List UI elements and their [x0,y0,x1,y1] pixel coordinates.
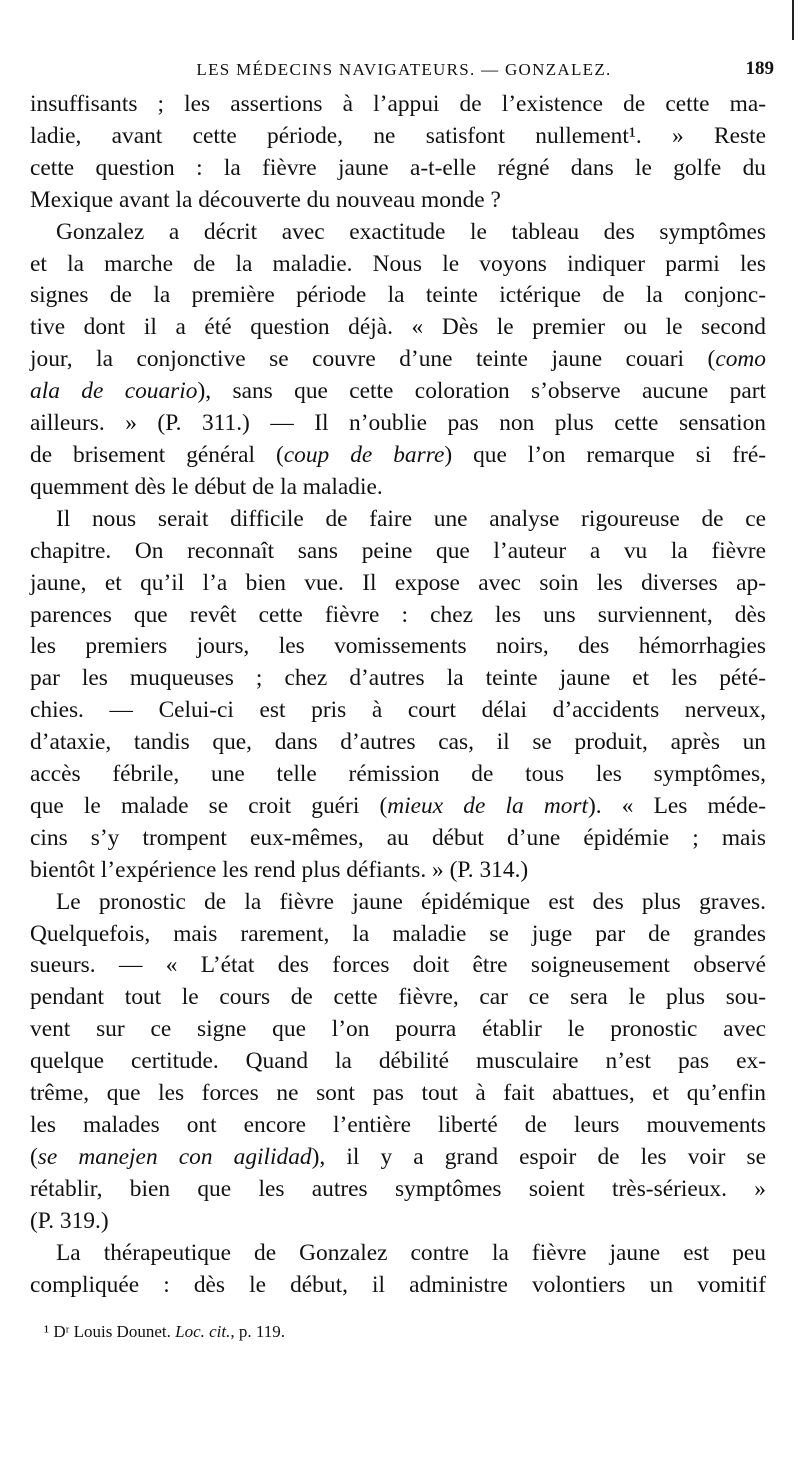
text-line: bientôt l’expérience les rend plus défiants. » (P. 314.) [30,856,529,883]
text-line: trême, que les forces ne sont pas tout à fait abattues, et qu’enfin [30,1080,766,1107]
text-line: accès fébrile, une telle rémission de tous les symptômes, [30,761,766,788]
text-line: parences que revêt cette fièvre : chez les uns surviennent, dès [30,601,766,628]
text-line: ladie, avant cette période, ne satisfont nullement¹. » Reste [30,122,766,149]
text-line: jour, la conjonctive se couvre d’une teinte jaune couari (como [30,346,766,373]
text-line: quemment dès le début de la maladie. [30,473,383,500]
text-line: pendant tout le cours de cette fièvre, car ce sera le plus sou- [30,984,766,1011]
page-number: 189 [745,58,774,79]
text-line: (se manejen con agilidad), il y a grand espoir de les voir se [30,1143,767,1170]
text-line: quelque certitude. Quand la débilité musculaire n’est pas ex- [30,1048,766,1075]
body-text [30,89,766,1301]
page-header [30,58,778,86]
text-line: cins s’y trompent eux-mêmes, au début d’une épidémie ; mais [30,824,766,851]
text-line: Le pronostic de la fièvre jaune épidémique est des plus graves. [56,888,766,915]
text-line: et la marche de la maladie. Nous le voyons indiquer parmi les [30,250,766,277]
text-line: (P. 319.) [30,1207,109,1234]
text-line: de brisement général (coup de barre) que l’on remarque si fré- [30,441,766,468]
text-line: chies. — Celui-ci est pris à court délai d’accidents nerveux, [30,697,766,724]
text-line: que le malade se croit guéri (mieux de la mort). « Les méde- [30,792,766,819]
footnote-marker: ¹ [44,1322,50,1341]
text-line: signes de la première période la teinte ictérique de la conjonc- [30,282,766,309]
text-line: Mexique avant la découverte du nouveau monde ? [30,186,501,213]
text-line: compliquée : dès le début, il administre volontiers un vomitif [30,1271,766,1298]
text-line: chapitre. On reconnaît sans peine que l’auteur a vu la fièvre [30,537,766,564]
text-line: tive dont il a été question déjà. « Dès le premier ou le second [30,314,766,341]
text-line: Quelquefois, mais rarement, la maladie se juge par de grandes [30,920,766,947]
footnote [44,1322,285,1342]
text-line: cette question : la fièvre jaune a-t-elle régné dans le golfe du [30,154,766,181]
text-line: La thérapeutique de Gonzalez contre la fièvre jaune est peu [56,1239,766,1266]
text-line: insuffisants ; les assertions à l’appui de l’existence de cette ma- [30,91,766,117]
text-line: ala de couario), sans que cette coloration s’observe aucune part [30,378,766,405]
text-line: vent sur ce signe que l’on pourra établir le pronostic avec [30,1016,766,1043]
running-head: LES MÉDECINS NAVIGATEURS. — GONZALEZ. [196,60,612,79]
text-line: Gonzalez a décrit avec exactitude le tableau des symptômes [56,218,766,245]
text-line: sueurs. — « L’état des forces doit être soigneusement observé [30,952,766,979]
page-edge-mark [792,0,794,40]
text-line: les premiers jours, les vomissements noirs, des hémorrhagies [30,633,766,660]
text-line: jaune, et qu’il l’a bien vue. Il expose avec soin les diverses ap- [30,569,766,596]
text-line: les malades ont encore l’entière liberté de leurs mouvements [30,1112,766,1138]
footnote-text: Dʳ Louis Dounet. Loc. cit., p. 119. [53,1322,285,1341]
text-line: ailleurs. » (P. 311.) — Il n’oublie pas non plus cette sensation [30,410,766,437]
text-line: par les muqueuses ; chez d’autres la teinte jaune et les pété- [30,665,766,692]
text-line: rétablir, bien que les autres symptômes soient très-sérieux. » [30,1175,766,1202]
text-line: Il nous serait difficile de faire une analyse rigoureuse de ce [56,505,766,532]
text-line: d’ataxie, tandis que, dans d’autres cas, il se produit, après un [30,729,766,756]
